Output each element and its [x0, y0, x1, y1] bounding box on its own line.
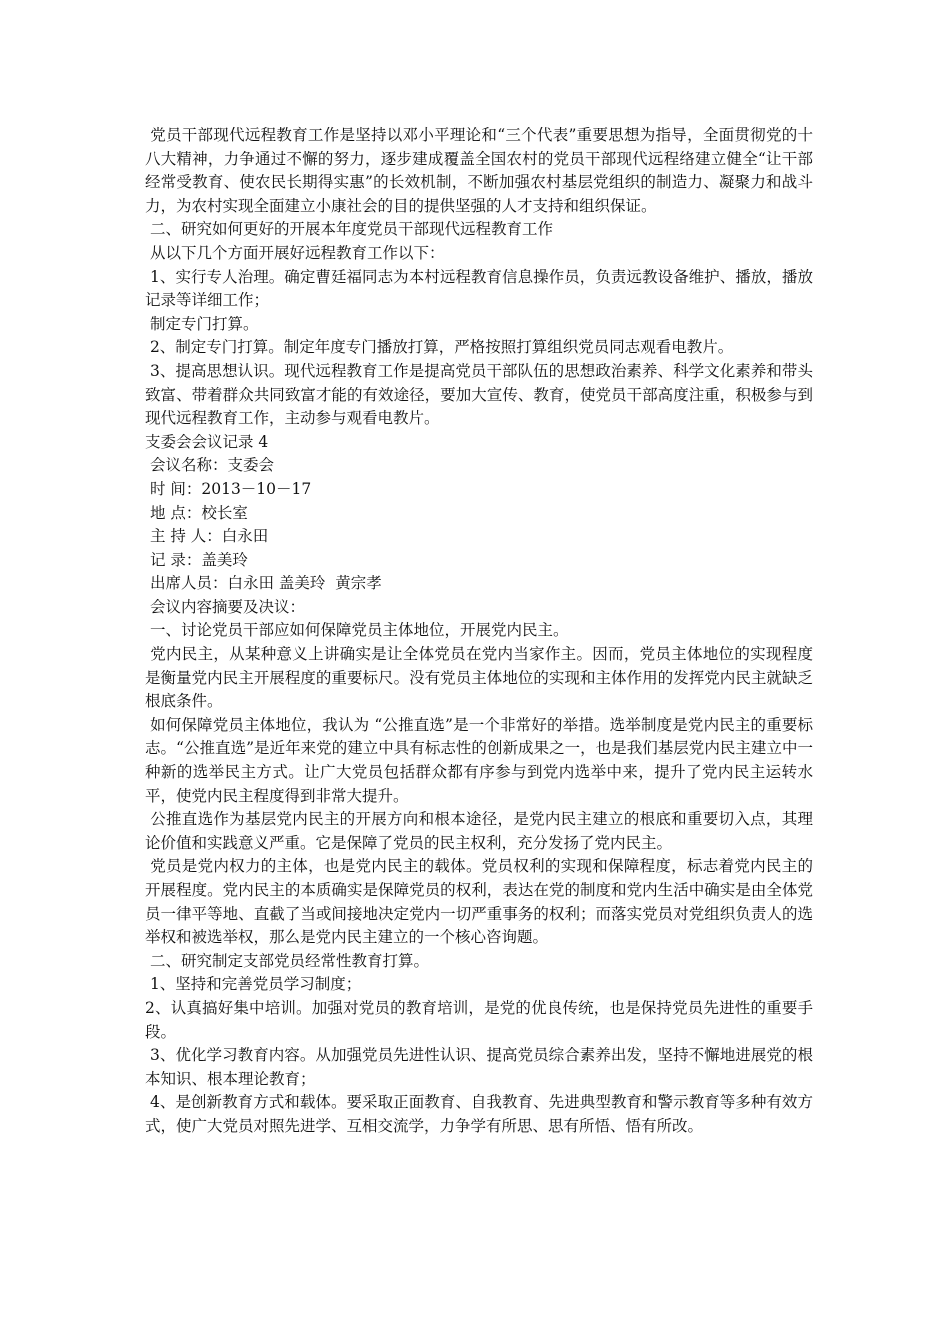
meeting-time: 时 间：2013－10－17 [145, 479, 312, 498]
list-item-1: 1、实行专人治理。确定曹廷福同志为本村远程教育信息操作员，负责远教设备维护、播放，播放记录等详细工作； [145, 267, 813, 310]
paragraph-member-rights: 党员是党内权力的主体，也是党内民主的载体。党员权利的实现和保障程度，标志着党内民主的开展程度。党内民主的本质确实是保障党员的权利，表达在党的制度和党内生活中确实是由全体党员一律平等地、直截了当或间接地决定党内一切严重事务的权利；而落实党员对党组织负责人的选举权和被选举权，那么是党内民主建立的一个核心咨询题。 [145, 857, 813, 947]
meeting-name: 会议名称：支委会 [145, 456, 274, 475]
document-body [145, 124, 813, 1139]
education-item-4: 4、是创新教育方式和载体。要采取正面教育、自我教育、先进典型教育和警示教育等多种有效方式，使广大党员对照先进学、互相交流学，力争学有所思、思有所悟、悟有所改。 [145, 1093, 813, 1135]
education-item-3: 3、优化学习教育内容。从加强党员先进性认识、提高党员综合素养出发，坚持不懈地进展党的根本知识、根本理论教育； [145, 1046, 813, 1088]
agenda-item-1: 一、讨论党员干部应如何保障党员主体地位，开展党内民主。 [145, 621, 569, 640]
education-item-2: 2、认真搞好集中培训。加强对党员的教育培训，是党的优良传统，也是保持党员先进性的重要手段。 [145, 998, 813, 1041]
paragraph-aspects: 从以下几个方面开展好远程教育工作以下： [145, 243, 445, 262]
paragraph-public-election: 如何保障党员主体地位，我认为 “公推直选”是一个非常好的举措。选举制度是党内民主的重要标志。“公推直选”是近年来党的建立中具有标志性的创新成果之一，也是我们基层党内民主建立中一种新的选举民主方式。让广大党员包括群众都有序参与到党内选举中来，提升了党内民主运转水平，使党内民主程度得到非常大提升。 [145, 715, 813, 805]
agenda-item-2: 二、研究制定支部党员经常性教育打算。 [145, 951, 429, 970]
meeting-location: 地 点：校长室 [145, 503, 248, 522]
paragraph-election-direction: 公推直选作为基层党内民主的开展方向和根本途径，是党内民主建立的根底和重要切入点，其理论价值和实践意义严重。它是保障了党员的民主权利，充分发扬了党内民主。 [145, 810, 813, 852]
paragraph-inner-democracy: 党内民主，从某种意义上讲确实是让全体党员在党内当家作主。因而，党员主体地位的实现程度是衡量党内民主开展程度的重要标尺。没有党员主体地位的实现和主体作用的发挥党内民主就缺乏根底条件。 [145, 645, 813, 711]
meeting-summary-label: 会议内容摘要及决议： [145, 597, 305, 616]
meeting-record-title: 支委会会议记录 4 [145, 432, 269, 451]
meeting-host: 主 持 人：白永田 [145, 527, 269, 546]
meeting-recorder: 记 录：盖美玲 [145, 550, 248, 569]
meeting-attendees: 出席人员：白永田 盖美玲 黄宗孝 [145, 574, 382, 593]
section-heading-2: 二、研究如何更好的开展本年度党员干部现代远程教育工作 [145, 220, 553, 239]
list-item-2: 2、制定专门打算。制定年度专门播放打算，严格按照打算组织党员同志观看电教片。 [145, 338, 734, 357]
paragraph-plan: 制定专门打算。 [145, 314, 259, 333]
paragraph-intro: 党员干部现代远程教育工作是坚持以邓小平理论和“三个代表”重要思想为指导，全面贯彻党的十八大精神，力争通过不懈的努力，逐步建成覆盖全国农村的党员干部现代远程络建立健全“让干部经常受教育、使农民长期得实惠”的长效机制，不断加强农村基层党组织的制造力、凝聚力和战斗力，为农村实现全面建立小康社会的目的提供坚强的人才支持和组织保证。 [145, 126, 813, 215]
education-item-1: 1、坚持和完善党员学习制度； [145, 975, 362, 994]
list-item-3: 3、提高思想认识。现代远程教育工作是提高党员干部队伍的思想政治素养、科学文化素养和带头致富、带着群众共同致富才能的有效途径，要加大宣传、教育，使党员干部高度注重，积极参与到现代远程教育工作，主动参与观看电教片。 [145, 361, 813, 428]
